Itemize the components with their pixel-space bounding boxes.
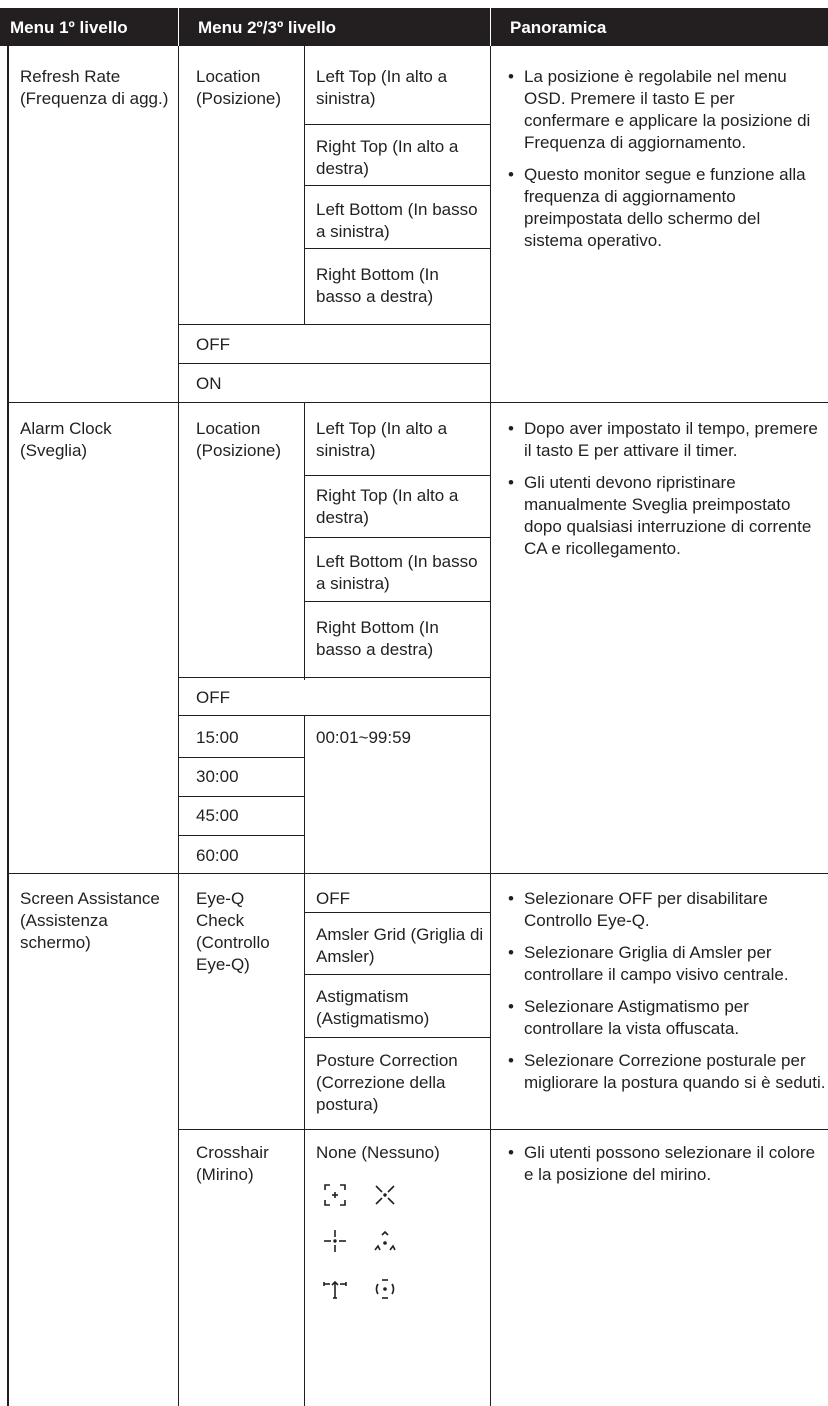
refresh-note: • Questo monitor segue e funzione alla frequenza di aggiornamento preimpostata dello schermo del sistema operativo.: [506, 164, 822, 252]
header-level2-3: Menu 2º/3º livello: [198, 18, 337, 37]
alarm-timer-30: 30:00: [196, 767, 239, 786]
eyeq-note: • Selezionare OFF per disabilitare Controllo Eye-Q.: [506, 888, 826, 932]
crosshair-x-icon: [372, 1182, 398, 1208]
crosshair-circle-icon: [372, 1276, 398, 1302]
alarm-timer-45: 45:00: [196, 806, 239, 825]
crosshair-arrow-icon: [322, 1276, 348, 1302]
refresh-off-option: OFF: [196, 335, 230, 354]
crosshair-chevron-icon: [372, 1228, 398, 1254]
alarm-timer-60: 60:00: [196, 846, 239, 865]
refresh-note: • La posizione è regolabile nel menu OSD. Premere il tasto E per confermare e applicare la posizione di Frequenza di aggiornamento.: [506, 66, 822, 154]
alarm-position-right-bottom: Right Bottom (In basso a destra): [316, 618, 439, 659]
alarm-note: • Dopo aver impostato il tempo, premere il tasto E per attivare il timer.: [506, 418, 822, 462]
alarm-note: • Gli utenti devono ripristinare manualmente Sveglia preimpostato dopo qualsiasi interruzione di corrente CA e ricollegamento.: [506, 472, 822, 560]
screen-assistance-label: Screen Assistance (Assistenza schermo): [20, 889, 160, 952]
eyeq-option-amsler: Amsler Grid (Griglia di Amsler): [316, 925, 484, 966]
header-overview: Panoramica: [510, 18, 607, 37]
refresh-position-left-top: Left Top (In alto a sinistra): [316, 67, 448, 108]
crosshair-label: Crosshair (Mirino): [196, 1143, 269, 1184]
eyeq-check-label: Eye-Q Check (Controllo Eye-Q): [196, 889, 270, 974]
refresh-position-right-bottom: Right Bottom (In basso a destra): [316, 265, 439, 306]
alarm-position-left-bottom: Left Bottom (In basso a sinistra): [316, 552, 478, 593]
header-level1: Menu 1º livello: [10, 18, 128, 37]
refresh-rate-label: Refresh Rate (Frequenza di agg.): [20, 67, 169, 108]
eyeq-note: • Selezionare Griglia di Amsler per controllare il campo visivo centrale.: [506, 942, 826, 986]
alarm-timer-range: 00:01~99:59: [316, 728, 412, 747]
alarm-timer-15: 15:00: [196, 728, 239, 747]
refresh-location-label: Location (Posizione): [196, 67, 282, 108]
refresh-notes: [506, 66, 822, 262]
alarm-location-label: Location (Posizione): [196, 419, 282, 460]
alarm-notes: [506, 418, 822, 570]
refresh-on-option: ON: [196, 374, 222, 393]
eyeq-note: • Selezionare Astigmatismo per controllare la vista offuscata.: [506, 996, 826, 1040]
eyeq-option-posture: Posture Correction (Correzione della postura): [316, 1051, 458, 1114]
crosshair-note: • Gli utenti possono selezionare il colore e la posizione del mirino.: [506, 1142, 826, 1186]
alarm-position-left-top: Left Top (In alto a sinistra): [316, 419, 448, 460]
eyeq-option-off: OFF: [316, 889, 350, 908]
eyeq-notes: [506, 888, 826, 1104]
crosshair-bracket-icon: [322, 1182, 348, 1208]
eyeq-option-astigmatism: Astigmatism (Astigmatismo): [316, 987, 430, 1028]
crosshair-none-option: None (Nessuno): [316, 1143, 440, 1162]
alarm-position-right-top: Right Top (In alto a destra): [316, 486, 459, 527]
eyeq-note: • Selezionare Correzione posturale per migliorare la postura quando si è seduti.: [506, 1050, 826, 1094]
crosshair-gap-cross-icon: [322, 1228, 348, 1254]
alarm-off-option: OFF: [196, 688, 230, 707]
crosshair-notes: [506, 1142, 826, 1196]
refresh-position-right-top: Right Top (In alto a destra): [316, 137, 459, 178]
refresh-position-left-bottom: Left Bottom (In basso a sinistra): [316, 200, 478, 241]
alarm-clock-label: Alarm Clock (Sveglia): [20, 419, 112, 460]
